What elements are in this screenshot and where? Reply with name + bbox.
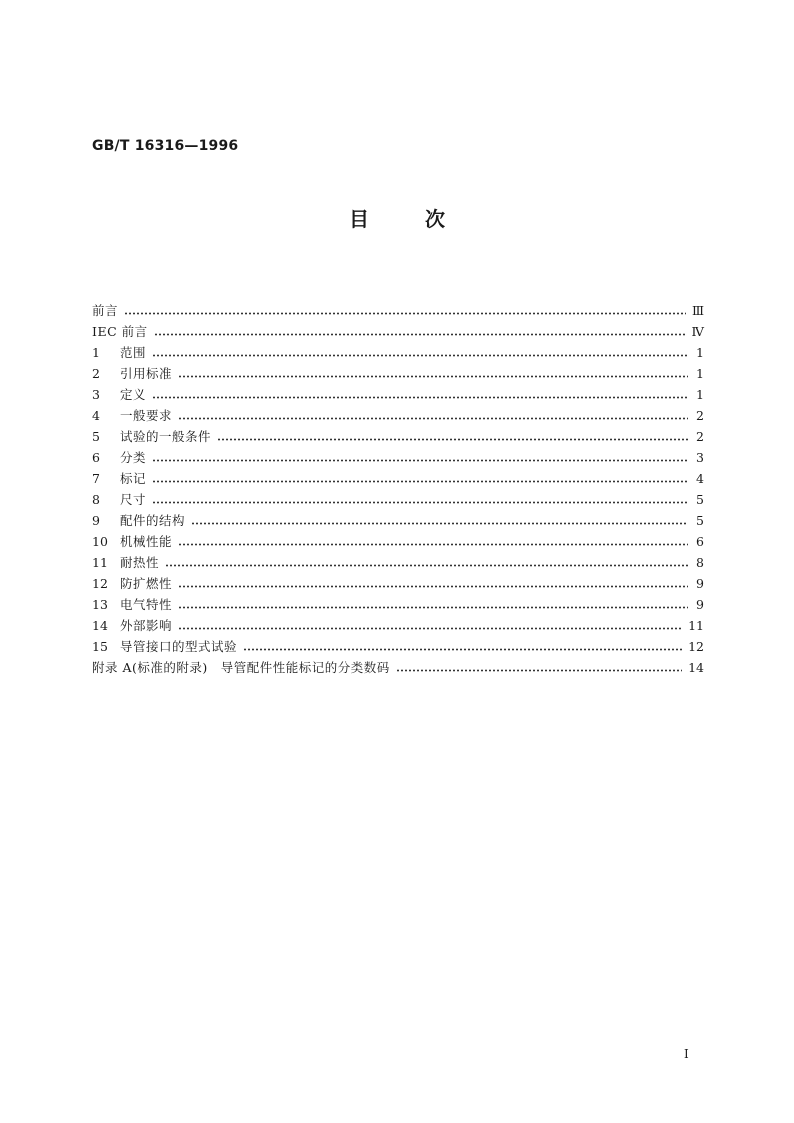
toc-entry-label: 尺寸 [120,492,147,507]
toc-entry-number: 11 [92,555,108,570]
toc-entry-number: 10 [92,534,108,549]
toc-entry[interactable] [92,573,704,594]
toc-entry-label: 防扩燃性 [120,576,173,591]
toc-dot-leader [178,543,688,546]
toc-entry[interactable] [92,405,704,426]
toc-entry-number: 8 [92,492,100,507]
toc-dot-leader [178,375,688,378]
toc-entry-label: 导管接口的型式试验 [120,639,238,654]
toc-entry-page: 8 [696,555,704,570]
toc-entry-page: 5 [696,513,704,528]
toc-entry-label: 标记 [120,471,147,486]
toc-dot-leader [178,585,688,588]
toc-entry-page: 14 [688,660,704,675]
toc-dot-leader [165,564,688,567]
toc-entry-label: IEC 前言 [92,324,148,339]
toc-entry-page: 5 [696,492,704,507]
toc-dot-leader [152,459,688,462]
toc-entry[interactable] [92,426,704,447]
toc-entry[interactable] [92,342,704,363]
toc-entry-page: 1 [696,387,704,402]
toc-entry-label: 耐热性 [120,555,160,570]
toc-entry[interactable] [92,300,704,321]
toc-entry-page: Ⅳ [691,324,704,339]
toc-entry[interactable] [92,384,704,405]
toc-entry[interactable] [92,615,704,636]
toc-entry-label: 机械性能 [120,534,173,549]
toc-entry[interactable] [92,510,704,531]
toc-entry[interactable] [92,594,704,615]
table-of-contents [92,300,704,678]
toc-entry-page: 9 [696,597,704,612]
toc-entry[interactable] [92,657,704,678]
toc-entry-page: 2 [696,408,704,423]
toc-entry[interactable] [92,552,704,573]
toc-entry-label: 电气特性 [120,597,173,612]
toc-entry[interactable] [92,489,704,510]
toc-entry[interactable] [92,531,704,552]
toc-dot-leader [178,627,682,630]
toc-entry-label: 配件的结构 [120,513,186,528]
toc-entry-number: 4 [92,408,100,423]
toc-entry-page: 2 [696,429,704,444]
toc-dot-leader [152,480,688,483]
toc-entry[interactable] [92,636,704,657]
toc-entry-page: 12 [688,639,704,654]
toc-dot-leader [154,333,686,336]
toc-entry-page: 11 [688,618,704,633]
toc-entry-number: 1 [92,345,100,360]
toc-entry-label: 范围 [120,345,147,360]
toc-entry-label: 试验的一般条件 [120,429,212,444]
toc-entry-label: 引用标准 [120,366,173,381]
toc-entry[interactable] [92,321,704,342]
toc-dot-leader [217,438,688,441]
toc-dot-leader [243,648,682,651]
standard-code: GB/T 16316—1996 [92,138,239,154]
toc-entry-number: 15 [92,639,108,654]
toc-entry[interactable] [92,447,704,468]
toc-entry-label: 前言 [92,303,119,318]
toc-entry-number: 9 [92,513,100,528]
toc-dot-leader [396,669,682,672]
page-title: 目次 [349,207,501,231]
toc-entry-page: 1 [696,366,704,381]
toc-entry-label: 定义 [120,387,147,402]
toc-entry-page: 6 [696,534,704,549]
toc-dot-leader [152,396,688,399]
toc-entry-number: 13 [92,597,108,612]
toc-dot-leader [191,522,688,525]
toc-entry-label: 外部影响 [120,618,173,633]
toc-entry-number: 12 [92,576,108,591]
toc-entry-page: 1 [696,345,704,360]
toc-dot-leader [178,606,688,609]
toc-dot-leader [152,501,688,504]
toc-entry[interactable] [92,468,704,489]
toc-entry-number: 3 [92,387,100,402]
toc-entry-number: 7 [92,471,100,486]
toc-dot-leader [124,312,686,315]
toc-entry-label: 分类 [120,450,147,465]
page-number: I [684,1047,689,1061]
toc-entry-number: 5 [92,429,100,444]
toc-entry-label: 附录 A(标准的附录) 导管配件性能标记的分类数码 [92,660,390,675]
toc-entry-page: 4 [696,471,704,486]
toc-dot-leader [178,417,688,420]
toc-entry-page: Ⅲ [691,303,704,318]
toc-entry-number: 2 [92,366,100,381]
toc-entry-number: 14 [92,618,108,633]
toc-entry-number: 6 [92,450,100,465]
toc-dot-leader [152,354,688,357]
toc-entry-page: 9 [696,576,704,591]
toc-entry-page: 3 [696,450,704,465]
toc-entry-label: 一般要求 [120,408,173,423]
toc-entry[interactable] [92,363,704,384]
